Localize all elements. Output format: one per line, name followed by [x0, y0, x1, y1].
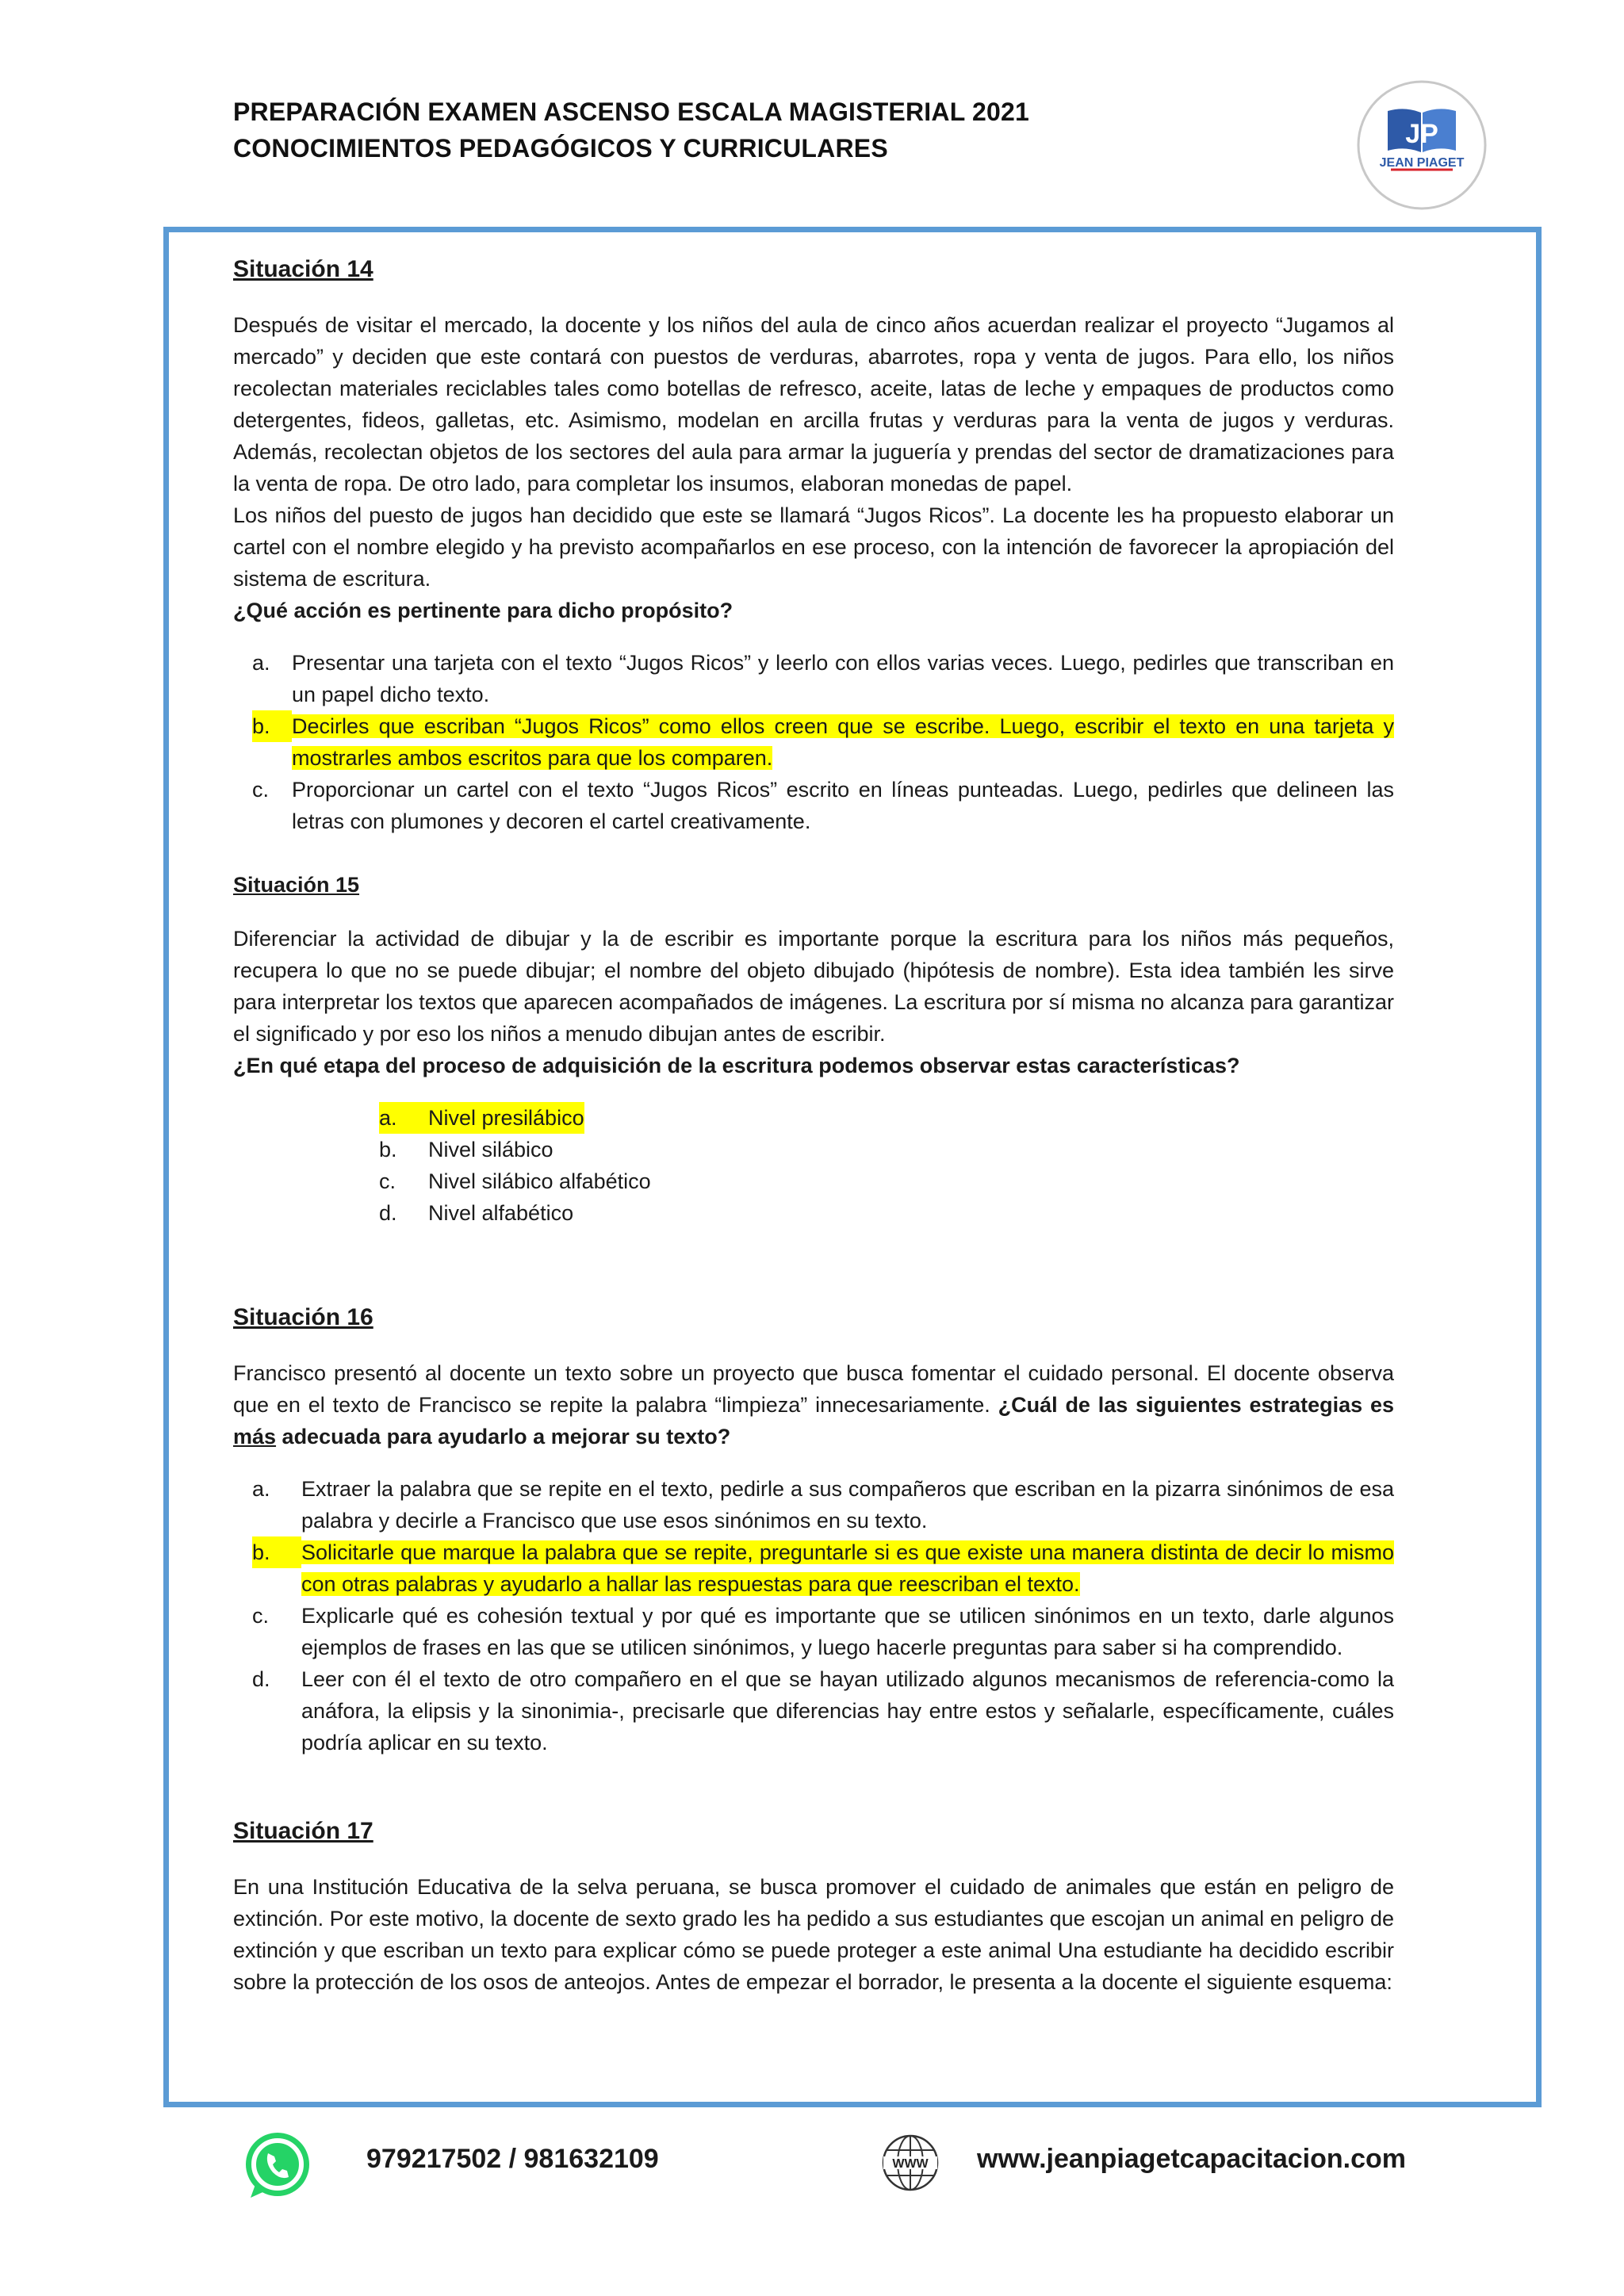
- option-b-correct: [233, 710, 1394, 774]
- option-letter: d.: [379, 1201, 397, 1225]
- option-d: [379, 1197, 1394, 1229]
- situation-16-question-underlined: más: [233, 1425, 277, 1448]
- situation-16-paragraph: [233, 1357, 1394, 1452]
- option-text: Leer con él el texto de otro compañero en el que se hayan utilizado algunos mecanismos de referencia-como la anáfora, la elipsis y la sinonimia-, precisarle que diferencias hay entre estos y señalarle, específicamente, cuáles podría aplicar en su texto.: [301, 1667, 1394, 1755]
- option-c: [379, 1165, 1394, 1197]
- option-letter: a.: [252, 651, 270, 675]
- situation-16-title: Situación 16: [233, 1304, 373, 1330]
- situation-14-question: ¿Qué acción es pertinente para dicho propósito?: [233, 599, 733, 622]
- main-content: [233, 252, 1394, 1998]
- option-text: Nivel alfabético: [428, 1201, 574, 1225]
- option-text-highlighted: Solicitarle que marque la palabra que se repite, preguntarle si es que existe una manera distinta de decir lo mismo con otras palabras y ayudarlo a hallar las respuestas para que reescriban el texto.: [301, 1540, 1394, 1596]
- www-label: WWW: [892, 2157, 929, 2171]
- logo-letters: JP: [1405, 119, 1438, 149]
- situation-15-paragraph: Diferenciar la actividad de dibujar y la de escribir es importante porque la escritura para los niños más pequeños, recupera lo que no se puede dibujar; el nombre del objeto dibujado (hipótesis de nombre). Esta idea también les sirve para interpretar los textos que aparecen acompañados de imágenes. La escritura por sí misma no alcanza para garantizar el significado y por eso los niños a menudo dibujan antes de escribir.: [233, 927, 1394, 1046]
- option-letter: b.: [252, 1536, 301, 1568]
- header-title-line-1: PREPARACIÓN EXAMEN ASCENSO ESCALA MAGISTERIAL 2021: [233, 98, 1029, 126]
- situation-15-options: [233, 1102, 1394, 1229]
- option-c: [233, 774, 1394, 837]
- footer-phone: 979217502 / 981632109: [366, 2144, 659, 2174]
- page-header: [233, 94, 1343, 166]
- option-text: Proporcionar un cartel con el texto “Jugos Ricos” escrito en líneas punteadas. Luego, pedirles que delineen las letras con plumones y decoren el cartel creativamente.: [292, 778, 1394, 833]
- option-text-highlighted: Nivel presilábico: [428, 1106, 584, 1130]
- situation-14-options: [233, 647, 1394, 837]
- globe-www-icon: [879, 2131, 942, 2195]
- option-b: [379, 1134, 1394, 1165]
- option-c: [233, 1600, 1394, 1663]
- option-letter: a.: [252, 1477, 270, 1501]
- option-letter: a.: [379, 1106, 397, 1130]
- situation-14-paragraph-2: Los niños del puesto de jugos han decidido que este se llamará “Jugos Ricos”. La docente les ha propuesto elaborar un cartel con el nombre elegido y ha previsto acompañarlos en ese proceso, con la intención de favorecer la apropiación del sistema de escritura.: [233, 503, 1394, 591]
- option-text: Presentar una tarjeta con el texto “Jugos Ricos” y leerlo con ellos varias veces. Luego, pedirles que transcriban en un papel dicho texto.: [292, 651, 1394, 706]
- option-letter: c.: [252, 1604, 270, 1628]
- option-text: Nivel silábico alfabético: [428, 1169, 651, 1193]
- header-title-line-2: CONOCIMIENTOS PEDAGÓGICOS Y CURRICULARES: [233, 134, 888, 163]
- situation-16-question-start: ¿Cuál de las siguientes estrategias es: [998, 1393, 1394, 1417]
- option-d: [233, 1663, 1394, 1758]
- option-a: [233, 1473, 1394, 1536]
- jean-piaget-logo: [1356, 79, 1488, 211]
- option-text-highlighted: Decirles que escriban “Jugos Ricos” como ellos creen que se escribe. Luego, escribir el texto en una tarjeta y mostrarles ambos escritos para que los comparen.: [292, 714, 1394, 770]
- option-text: Nivel silábico: [428, 1138, 553, 1161]
- situation-16-question-end: adecuada para ayudarlo a mejorar su texto?: [276, 1425, 731, 1448]
- situation-16-options: [233, 1473, 1394, 1758]
- situation-16-text: Francisco presentó al docente un texto sobre un proyecto que busca fomentar el cuidado personal. El docente observa que en el texto de Francisco se repite la palabra “limpieza” innecesariamente.: [233, 1361, 1394, 1417]
- option-b-correct: [233, 1536, 1394, 1600]
- situation-17-paragraph: En una Institución Educativa de la selva peruana, se busca promover el cuidado de animales que están en peligro de extinción. Por este motivo, la docente de sexto grado les ha pedido a sus estudiantes que escojan un animal en peligro de extinción y que escriban un texto para explicar cómo se puede proteger a este animal Una estudiante ha decidido escribir sobre la protección de los osos de anteojos. Antes de empezar el borrador, le presenta a la docente el siguiente esquema:: [233, 1875, 1394, 1994]
- option-letter: b.: [252, 710, 292, 742]
- option-a-correct: [379, 1102, 1394, 1134]
- option-a: [233, 647, 1394, 710]
- situation-15-title: Situación 15: [233, 873, 360, 897]
- situation-14-title: Situación 14: [233, 256, 373, 282]
- option-letter: b.: [379, 1138, 397, 1161]
- situation-17-title: Situación 17: [233, 1818, 373, 1844]
- option-text: Explicarle qué es cohesión textual y por qué es importante que se utilicen sinónimos en un texto, darle algunos ejemplos de frases en las que se utilicen sinónimos, y luego hacerle preguntas para saber si ha comprendido.: [301, 1604, 1394, 1659]
- option-letter: c.: [379, 1169, 396, 1193]
- situation-14-paragraph-1: Después de visitar el mercado, la docente y los niños del aula de cinco años acuerdan realizar el proyecto “Jugamos al mercado” y deciden que este contará con puestos de verduras, abarrotes, ropa y venta de jugos. Para ello, los niños recolectan materiales reciclables tales como botellas de refresco, aceite, latas de leche y empaques de productos como detergentes, fideos, galletas, etc. Asimismo, modelan en arcilla frutas y verduras para la venta de jugos y verduras. Además, recolectan objetos de los sectores del aula para armar la juguería y prendas del sector de dramatizaciones para la venta de ropa. De otro lado, para completar los insumos, elaboran monedas de papel.: [233, 313, 1394, 496]
- logo-text: JEAN PIAGET: [1379, 156, 1465, 170]
- option-letter: c.: [252, 778, 270, 802]
- whatsapp-icon: [239, 2128, 316, 2204]
- option-text: Extraer la palabra que se repite en el texto, pedirle a sus compañeros que escriban en la pizarra sinónimos de esa palabra y decirle a Francisco que use esos sinónimos en su texto.: [301, 1477, 1394, 1533]
- situation-15-question: ¿En qué etapa del proceso de adquisición de la escritura podemos observar estas características?: [233, 1054, 1240, 1077]
- option-letter: d.: [252, 1667, 270, 1691]
- footer-website: www.jeanpiagetcapacitacion.com: [977, 2144, 1407, 2174]
